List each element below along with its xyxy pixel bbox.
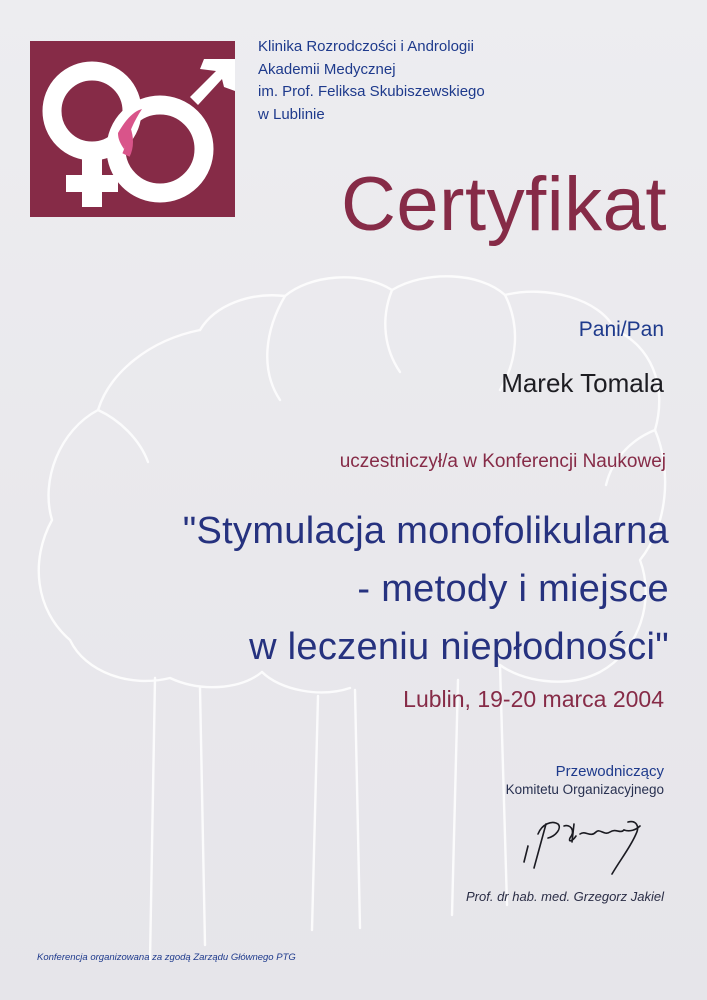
salutation: Pani/Pan [578, 318, 664, 341]
conference-title-line: w leczeniu niepłodności" [249, 626, 669, 668]
handwritten-signature [512, 812, 662, 882]
clinic-line: im. Prof. Feliksa Skubiszewskiego [258, 83, 485, 100]
clinic-name [258, 36, 558, 126]
chair-name: Prof. dr hab. med. Grzegorz Jakiel [466, 889, 664, 904]
clinic-line: Klinika Rozrodczości i Andrologii [258, 38, 474, 55]
chair-role [506, 762, 664, 798]
conference-title-line: - metody i miejsce [357, 568, 669, 610]
footer-note: Konferencja organizowana za zgodą Zarządu Głównego PTG [37, 952, 296, 963]
recipient-name: Marek Tomala [501, 368, 664, 398]
clinic-line: Akademii Medycznej [258, 60, 396, 78]
place-and-date: Lublin, 19-20 marca 2004 [403, 686, 664, 712]
chair-role-line2: Komitetu Organizacyjnego [505, 782, 664, 797]
clinic-line: w Lublinie [258, 105, 325, 123]
female-male-symbols-icon [30, 41, 235, 217]
certificate-title: Certyfikat [341, 162, 667, 247]
conference-title-line: "Stymulacja monofolikularna [182, 510, 669, 552]
conference-title [183, 502, 669, 676]
participation-text: uczestniczył/a w Konferencji Naukowej [339, 451, 666, 472]
chair-role-line1: Przewodniczący [555, 763, 664, 780]
